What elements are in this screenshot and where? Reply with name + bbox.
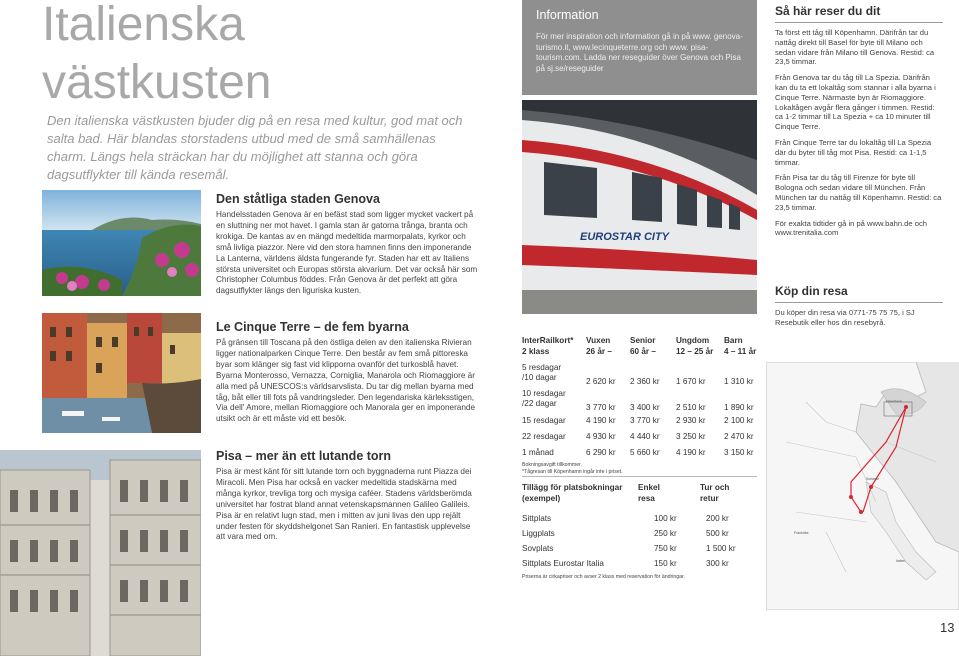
- price-cell: 750 kr: [654, 544, 677, 553]
- row-label: Liggplats: [522, 529, 555, 538]
- price-cell: 1 310 kr: [724, 377, 754, 386]
- col-header-sub: 26 år –: [586, 346, 612, 356]
- row-label: 10 resdagar: [522, 388, 566, 398]
- table-row: [522, 412, 760, 428]
- price-cell: 150 kr: [654, 559, 677, 568]
- row-label: Sovplats: [522, 544, 554, 553]
- row-label: 5 resdagar: [522, 362, 562, 372]
- intro-text: Den italienska västkusten bjuder dig på en resa med kultur, god mat och salta bad. Här blandas storstadens utbud med de små samhällenas charm. Längs hela sträckan har du möjlighet att stanna och göra dagsutflykter till kända resemål.: [47, 113, 463, 182]
- price-cell: 200 kr: [706, 514, 729, 523]
- price-cell: 100 kr: [654, 514, 677, 523]
- pisa-photo: [0, 450, 201, 656]
- train-livery-text: EUROSTAR CITY: [580, 231, 670, 243]
- price-cell: 3 770 kr: [630, 415, 660, 425]
- row-label: 1 månad: [522, 447, 554, 457]
- section-body: Pisa är mest känt för sitt lutande torn och byggnaderna runt Piazza dei Miracoli. Men Pisa har också en vacker medeltida stadskärna med många kyrkor, trevliga torg och mysiga caféer. Stadens världsberömda universitet har fostrat bland annat vetenskapsmannen Galileo Galileis. Pisa är en relativt lugn stad, men i mitten av juni livas den upp rejält under festen för skyddshelgonet San Ranieri. En fantastisk upplevelse att vara med om.: [216, 467, 472, 542]
- page-title-line-2: västkusten: [42, 56, 272, 109]
- price-cell: 3 400 kr: [630, 403, 660, 412]
- travel-section: [775, 4, 943, 244]
- col-header: Tillägg för platsbokningar: [522, 483, 623, 492]
- travel-paragraph: Från Cinque Terre tar du lokaltåg till La Spezia där du byter till tåg mot Pisa. Restid: ca 1-1,5 timmar.: [775, 137, 932, 167]
- price-cell: 250 kr: [654, 529, 677, 538]
- price-cell: 4 440 kr: [630, 431, 660, 441]
- table-note: *Tågresan till Köpenhamn ingår inte i priset.: [522, 468, 623, 475]
- table-row: [522, 511, 757, 526]
- col-header: Barn: [724, 336, 743, 345]
- row-label-sub: /10 dagar: [522, 373, 557, 382]
- page-title: [42, 0, 271, 112]
- travel-paragraph: Från Pisa tar du tåg till Firenze för byte till Bologna och sedan vidare till München. Från München tar du nattåg till Köpenhamn. Restid: ca 23,5 timmar.: [775, 173, 942, 212]
- row-label: 15 resdagar: [522, 415, 566, 425]
- map-label: Schweiz: [866, 477, 880, 481]
- tickets-body: Du köper din resa via 0771-75 75 75, i SJ Resebutik eller hos din resebyrå.: [775, 308, 915, 327]
- price-cell: 500 kr: [706, 529, 729, 538]
- col-header-sub: 2 klass: [522, 346, 550, 356]
- info-heading: Information: [536, 8, 599, 22]
- price-cell: 6 290 kr: [586, 447, 616, 457]
- table-row: [522, 444, 760, 460]
- col-header-sub: resa: [638, 493, 655, 503]
- booking-fee-table: [522, 476, 757, 581]
- table-row: [522, 360, 760, 386]
- train-photo: [522, 100, 757, 314]
- table-row: [522, 556, 757, 571]
- price-cell: 3 250 kr: [676, 431, 706, 441]
- section-pisa: [216, 449, 478, 543]
- table-note: Bokningsavgift tillkommer.: [522, 462, 582, 468]
- price-cell: 1 500 kr: [706, 544, 736, 553]
- page-number: 13: [940, 620, 955, 635]
- col-header: Enkel: [638, 483, 660, 492]
- row-label: Sittplats Eurostar Italia: [522, 559, 604, 568]
- price-cell: 300 kr: [706, 559, 729, 568]
- page-title-line-1: Italienska: [42, 0, 245, 51]
- price-cell: 2 100 kr: [724, 415, 754, 425]
- col-header: InterRailkort*: [522, 336, 574, 345]
- price-cell: 1 890 kr: [724, 403, 754, 412]
- section-genova: [216, 192, 478, 297]
- info-body: För mer inspiration och information gå in på www. genova-turismo.it, www.lecinqueterre.org och www. pisa-tourism.com. Ladda ner reseguider över Genova och Pisa på sj.se/reseguider: [536, 32, 743, 73]
- price-cell: 5 660 kr: [630, 447, 660, 457]
- map-label: Köpenhamn: [886, 399, 903, 403]
- col-header-sub: 12 – 25 år: [676, 346, 714, 356]
- info-box: [522, 0, 757, 95]
- interrail-price-table: [522, 336, 760, 475]
- col-header-sub: 60 år –: [630, 346, 656, 356]
- price-cell: 2 510 kr: [676, 403, 706, 412]
- price-cell: 2 470 kr: [724, 431, 754, 441]
- table-row: [522, 541, 757, 556]
- booking-note: Priserna är cirkapriser och avser 2 klass med reservation för ändringar.: [522, 574, 685, 580]
- section-heading: Pisa – mer än ett lutande torn: [216, 449, 392, 463]
- price-cell: 3 150 kr: [724, 447, 754, 457]
- travel-paragraph: Från Genova tar du tåg till La Spezia. Därifrån kan du ta ett lokaltåg som stannar i alla byarna i Cinque Terre. Närmaste byn är Riomaggiore. Lokaltågen avgår flera gånger i timmen. Restid: ca 1-2 timmar till La Spezia + ca 10 minuter till Cinque Terre.: [775, 73, 936, 132]
- row-label-sub: /22 dagar: [522, 399, 557, 408]
- map-label: Italien: [896, 559, 906, 563]
- col-header: Ungdom: [676, 336, 710, 345]
- price-cell: 1 670 kr: [676, 377, 706, 386]
- table-row: [522, 386, 760, 412]
- price-cell: 3 770 kr: [586, 403, 616, 412]
- tickets-heading: Köp din resa: [775, 284, 848, 298]
- col-header-sub: 4 – 11 år: [724, 346, 757, 356]
- col-header-sub: (exempel): [522, 493, 561, 503]
- tickets-section: [775, 284, 943, 334]
- price-cell: 2 930 kr: [676, 415, 706, 425]
- col-header: Senior: [630, 336, 656, 345]
- genova-coast-photo: [42, 190, 201, 296]
- section-body: Handelsstaden Genova är en befäst stad som ligger mycket vackert på en sluttning ner mot havet. I gamla stan är gatorna trånga, branta och krokiga. De kantas av en mängd medeltida marmorpalats, kyrkor och små livliga piazzor. Nere vid den stora hamnen finns den imponerande La Lanterna, världens äldsta fungerande fyr. Staden har ett av Italiens största universitet och Europas största akvarium. Det var också här som Christopher Columbus föddes. Från Genova är det perfekt att göra dagsutflykter längs den liguriska kusten.: [216, 210, 478, 296]
- travel-paragraph: För exakta tidtider gå in på www.bahn.de och www.trenitalia.com: [775, 218, 927, 238]
- row-label: 22 resdagar: [522, 431, 566, 441]
- price-cell: 2 360 kr: [630, 377, 660, 386]
- travel-paragraph: Ta först ett tåg till Köpenhamn. Därifrån tar du nattåg direkt till Basel för byte till Milano och sedan vidare från Milano till Genova. Restid: ca 23,5 timmar.: [775, 28, 935, 67]
- price-cell: 4 190 kr: [586, 415, 616, 425]
- map-label: Frankrike: [794, 531, 809, 535]
- table-row: [522, 428, 760, 444]
- row-label: Sittplats: [522, 514, 552, 523]
- table-row: [522, 526, 757, 541]
- section-heading: Le Cinque Terre – de fem byarna: [216, 320, 409, 334]
- price-cell: 4 930 kr: [586, 431, 616, 441]
- section-heading: Den ståtliga staden Genova: [216, 192, 380, 206]
- route-map: [766, 362, 959, 610]
- col-header: Tur och: [700, 483, 730, 492]
- price-cell: 4 190 kr: [676, 447, 706, 457]
- col-header: Vuxen: [586, 336, 611, 345]
- travel-heading: Så här reser du dit: [775, 4, 881, 18]
- cinque-terre-photo: [42, 313, 201, 433]
- col-header-sub: retur: [700, 493, 719, 503]
- price-cell: 2 620 kr: [586, 377, 616, 386]
- section-cinque-terre: [216, 320, 478, 425]
- section-body: På gränsen till Toscana på den östliga delen av den italienska Rivieran ligger nationalparken Cinque Terre. Den består av fem små pittoreska byar som klänger sig fast vid klipporna ovanför det turkosblå havet. Byarna Monterosso, Vernazza, Corniglia, Manarola och Riomaggiore är alla med på UNESCOS:s världsarvslista. Du tar dig mellan byarna med tåg, båt eller till fots på vandringsleder. Den legendariska kärleksstigen, Via dell' Amore, mellan Riomaggiore och Manorala ger en imponerande utsikt och är ett måste vid ett besök.: [216, 338, 476, 424]
